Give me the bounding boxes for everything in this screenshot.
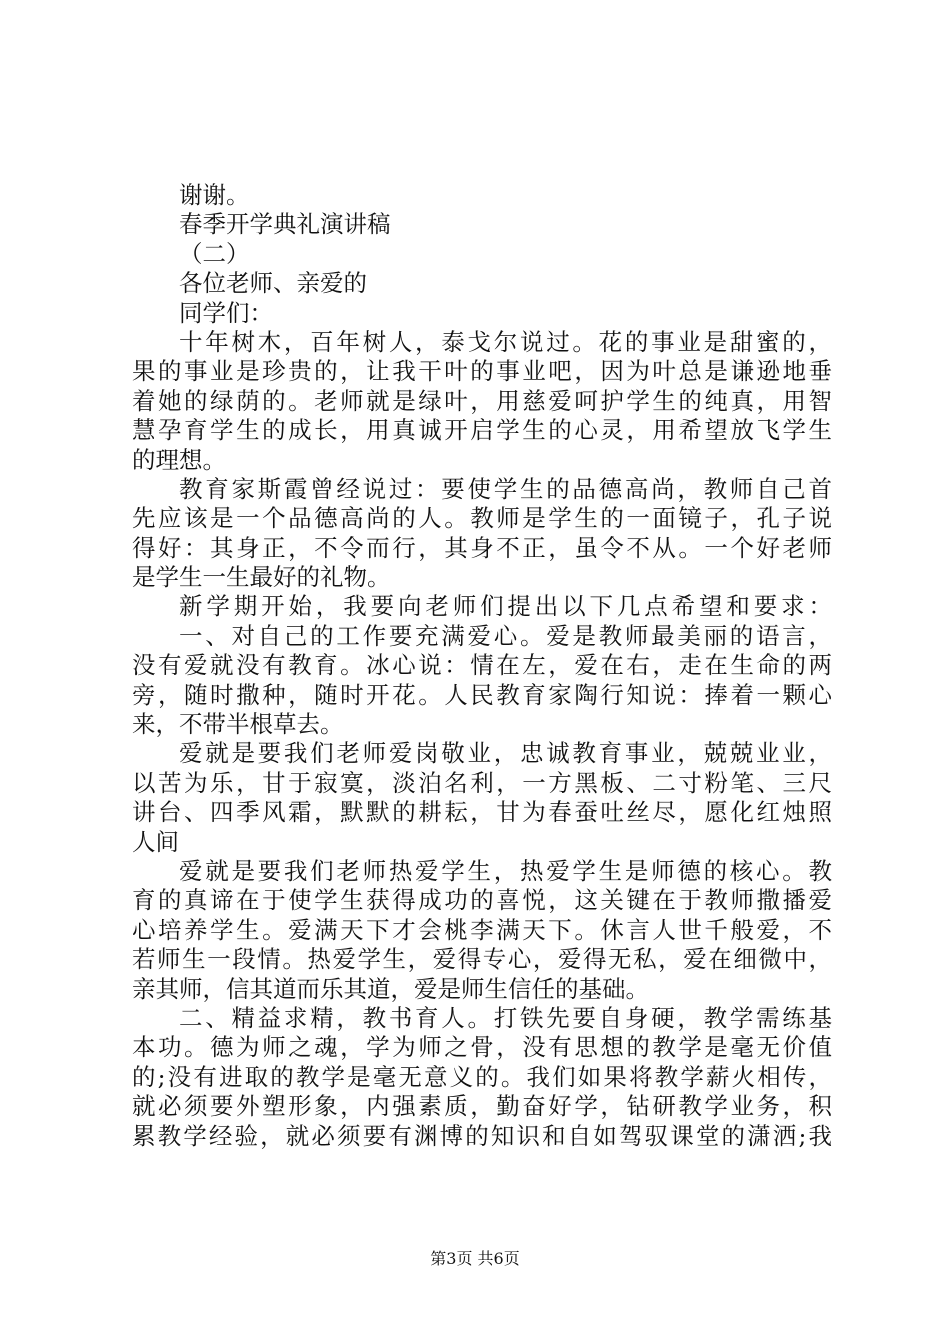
text-line: 亲其师，信其道而乐其道，爱是师生信任的基础。 [132,974,649,1003]
text-line: 二、精益求精，教书育人。打铁先要自身硬，教学需练基 [179,1003,832,1032]
page-footer: 第3页 共6页 [430,1249,520,1268]
text-line: 一、对自己的工作要充满爱心。爱是教师最美丽的语言， [179,621,832,650]
text-line: 教育家斯霞曾经说过：要使学生的品德高尚，教师自己首 [179,474,832,503]
text-line: 的理想。 [132,445,226,474]
text-line: 就必须要外塑形象，内强素质，勤奋好学，钻研教学业务，积 [132,1092,832,1121]
text-line: 本功。德为师之魂，学为师之骨，没有思想的教学是毫无价值 [132,1033,832,1062]
document-body [132,181,832,1151]
text-line: 旁，随时撒种，随时开花。人民教育家陶行知说：捧着一颗心 [132,680,832,709]
text-line: 的;没有进取的教学是毫无意义的。我们如果将教学薪火相传， [132,1062,832,1091]
text-line: 心培养学生。爱满天下才会桃李满天下。休言人世千般爱，不 [132,915,832,944]
text-line: 得好：其身正，不令而行，其身不正，虽令不从。一个好老师 [132,533,832,562]
text-line: 是学生一生最好的礼物。 [132,563,391,592]
text-line: 爱就是要我们老师热爱学生，热爱学生是师德的核心。教 [179,856,832,885]
text-line: 各位老师、亲爱的 [179,269,367,298]
text-line: 果的事业是珍贵的，让我干叶的事业吧，因为叶总是谦逊地垂 [132,357,832,386]
text-line: 同学们： [179,298,273,327]
text-line: 先应该是一个品德高尚的人。教师是学生的一面镜子，孔子说 [132,504,832,533]
text-line: 着她的绿荫的。老师就是绿叶，用慈爱呵护学生的纯真，用智 [132,386,832,415]
text-line: 十年树木，百年树人，泰戈尔说过。花的事业是甜蜜的， [179,327,832,356]
text-line: 育的真谛在于使学生获得成功的喜悦，这关键在于教师撒播爱 [132,886,832,915]
text-line: 讲台、四季风霜，默默的耕耘，甘为春蚕吐丝尽，愿化红烛照 [132,798,832,827]
text-line: 爱就是要我们老师爱岗敬业，忠诚教育事业，兢兢业业， [179,739,832,768]
text-line: 没有爱就没有教育。冰心说：情在左，爱在右，走在生命的两 [132,651,832,680]
text-line: 累教学经验，就必须要有渊博的知识和自如驾驭课堂的潇洒;我 [132,1121,832,1150]
text-line: 春季开学典礼演讲稿 [179,210,391,239]
text-line: 慧孕育学生的成长，用真诚开启学生的心灵，用希望放飞学生 [132,416,832,445]
text-line: 以苦为乐，甘于寂寞，淡泊名利，一方黑板、二寸粉笔、三尺 [132,768,832,797]
text-line: 若师生一段情。热爱学生，爱得专心，爱得无私，爱在细微中， [132,945,832,974]
text-line: 新学期开始，我要向老师们提出以下几点希望和要求： [179,592,832,621]
text-line: 谢谢。 [179,181,250,209]
text-line: 人间 [132,827,179,856]
text-line: 来，不带半根草去。 [132,710,344,739]
text-line: （二） [179,239,250,268]
